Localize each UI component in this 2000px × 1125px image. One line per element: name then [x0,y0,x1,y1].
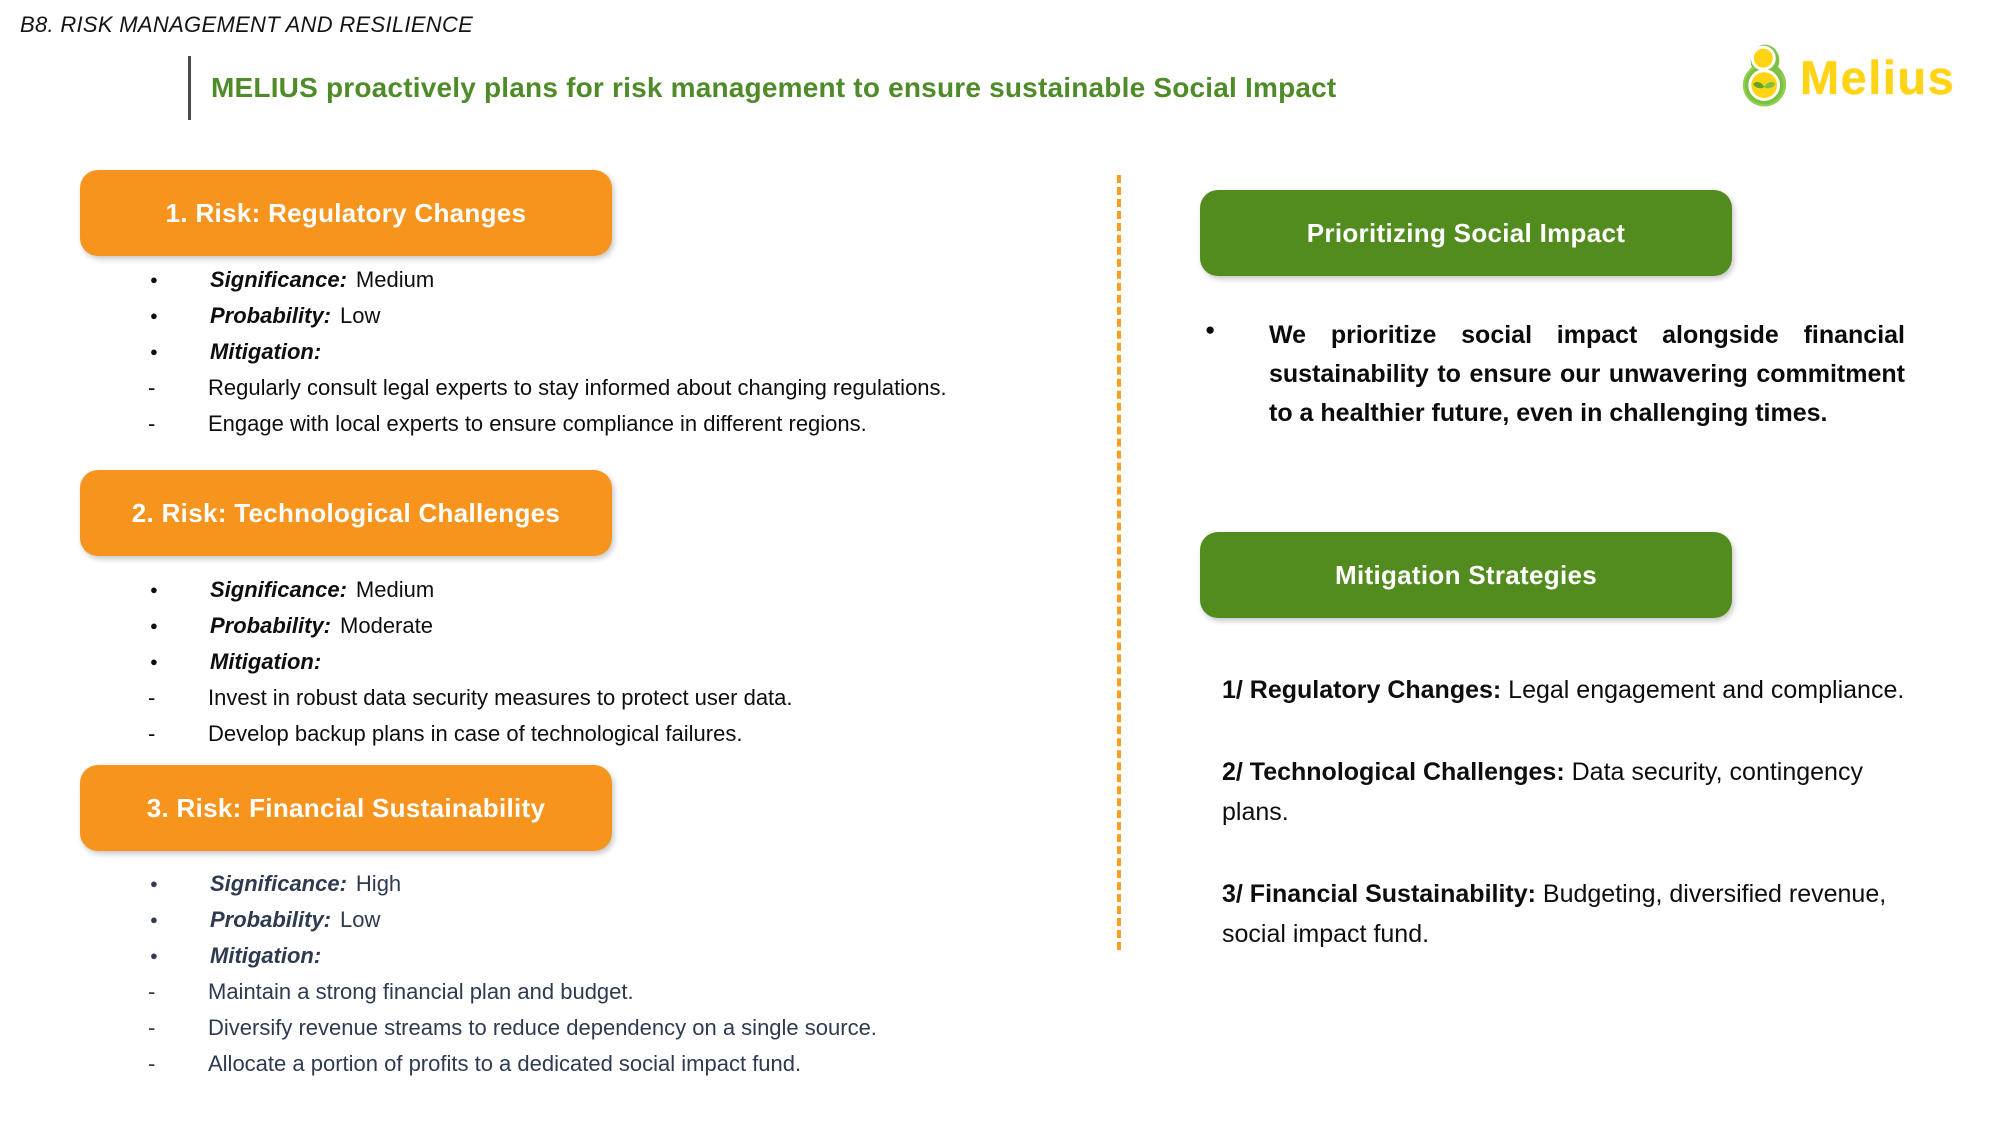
dash-icon: - [148,1015,156,1040]
bullet-icon: ● [1205,320,1216,339]
probability-row: Probability: Moderate [210,613,433,638]
list-item [140,572,1140,608]
social-impact-title: Prioritizing Social Impact [1306,217,1626,248]
significance-row: Significance: Medium [210,267,435,292]
dash-icon: - [148,721,156,746]
social-impact-body: We prioritize social impact alongside financial sustainability to ensure our unwavering commitment to a healthier future, even in challenging times. [1269,321,1905,427]
slide-title: MELIUS proactively plans for risk management to ensure sustainable Social Impact [211,72,1337,103]
title-block [188,56,1336,120]
risk-3-title: 3. Risk: Financial Sustainability [146,792,546,823]
list-item [140,680,1140,716]
significance-row: Significance: High [210,871,402,896]
mitigation-detail: Maintain a strong financial plan and budget. [208,979,634,1004]
mitigation-row: Mitigation: [210,649,322,674]
probability-row: Probability: Low [210,907,381,932]
mitigation-detail: Regularly consult legal experts to stay informed about changing regulations. [208,375,947,400]
dashed-divider [1117,175,1121,950]
list-item [140,1046,1140,1082]
list-item [140,866,1140,902]
strategy-item: 1/ Regulatory Changes: Legal engagement and compliance. [1222,676,1905,704]
bullet-icon: ● [150,582,158,597]
melius-avocado-icon [1738,38,1792,117]
mitigation-detail: Develop backup plans in case of technological failures. [208,721,743,746]
bullet-icon: ● [150,912,158,927]
melius-logo [1738,38,1955,117]
list-item [140,262,1140,298]
mitigation-row: Mitigation: [210,943,322,968]
list-item [140,716,1140,752]
slide-section-label: B8. RISK MANAGEMENT AND RESILIENCE [20,12,474,37]
bullet-icon: ● [150,308,158,323]
mitigation-detail: Engage with local experts to ensure compliance in different regions. [208,411,867,436]
risk-3-header-pill [80,765,612,851]
list-item [140,406,1140,442]
list-item [140,938,1140,974]
list-item [140,1010,1140,1046]
social-impact-header-pill [1200,190,1732,276]
bullet-icon: ● [150,344,158,359]
risk-2-details [140,572,1140,752]
risk-1-details [140,262,1140,442]
risk-2-header-pill [80,470,612,556]
dash-icon: - [148,685,156,710]
bullet-icon: ● [150,272,158,287]
mitigation-strategies-header-pill [1200,532,1732,618]
list-item [140,298,1140,334]
list-item [140,334,1140,370]
bullet-icon: ● [150,948,158,963]
melius-wordmark: Melius [1800,51,1956,104]
bullet-icon: ● [150,654,158,669]
risk-2-title: 2. Risk: Technological Challenges [131,497,561,528]
dash-icon: - [148,979,156,1004]
significance-row: Significance: Medium [210,577,435,602]
mitigation-strategies-title: Mitigation Strategies [1335,559,1597,590]
mitigation-detail: Diversify revenue streams to reduce dependency on a single source. [208,1015,877,1040]
risk-1-header-pill [80,170,612,256]
bullet-icon: ● [150,618,158,633]
probability-row: Probability: Low [210,303,381,328]
list-item [140,974,1140,1010]
social-impact-paragraph [1205,316,1905,433]
mitigation-detail: Invest in robust data security measures to protect user data. [208,685,793,710]
dash-icon: - [148,411,156,436]
list-item [140,608,1140,644]
mitigation-row: Mitigation: [210,339,322,364]
bullet-icon: ● [150,876,158,891]
risk-1-title: 1. Risk: Regulatory Changes [165,197,527,228]
strategy-item: 3/ Financial Sustainability: Budgeting, diversified revenue, social impact fund. [1222,880,1887,948]
dash-icon: - [148,375,156,400]
strategy-item: 2/ Technological Challenges: Data security, contingency plans. [1222,758,1863,826]
list-item [140,902,1140,938]
mitigation-strategies-list [1222,670,1912,996]
risk-3-details [140,866,1140,1082]
list-item [140,644,1140,680]
list-item [140,370,1140,406]
dash-icon: - [148,1051,156,1076]
mitigation-detail: Allocate a portion of profits to a dedicated social impact fund. [208,1051,802,1076]
